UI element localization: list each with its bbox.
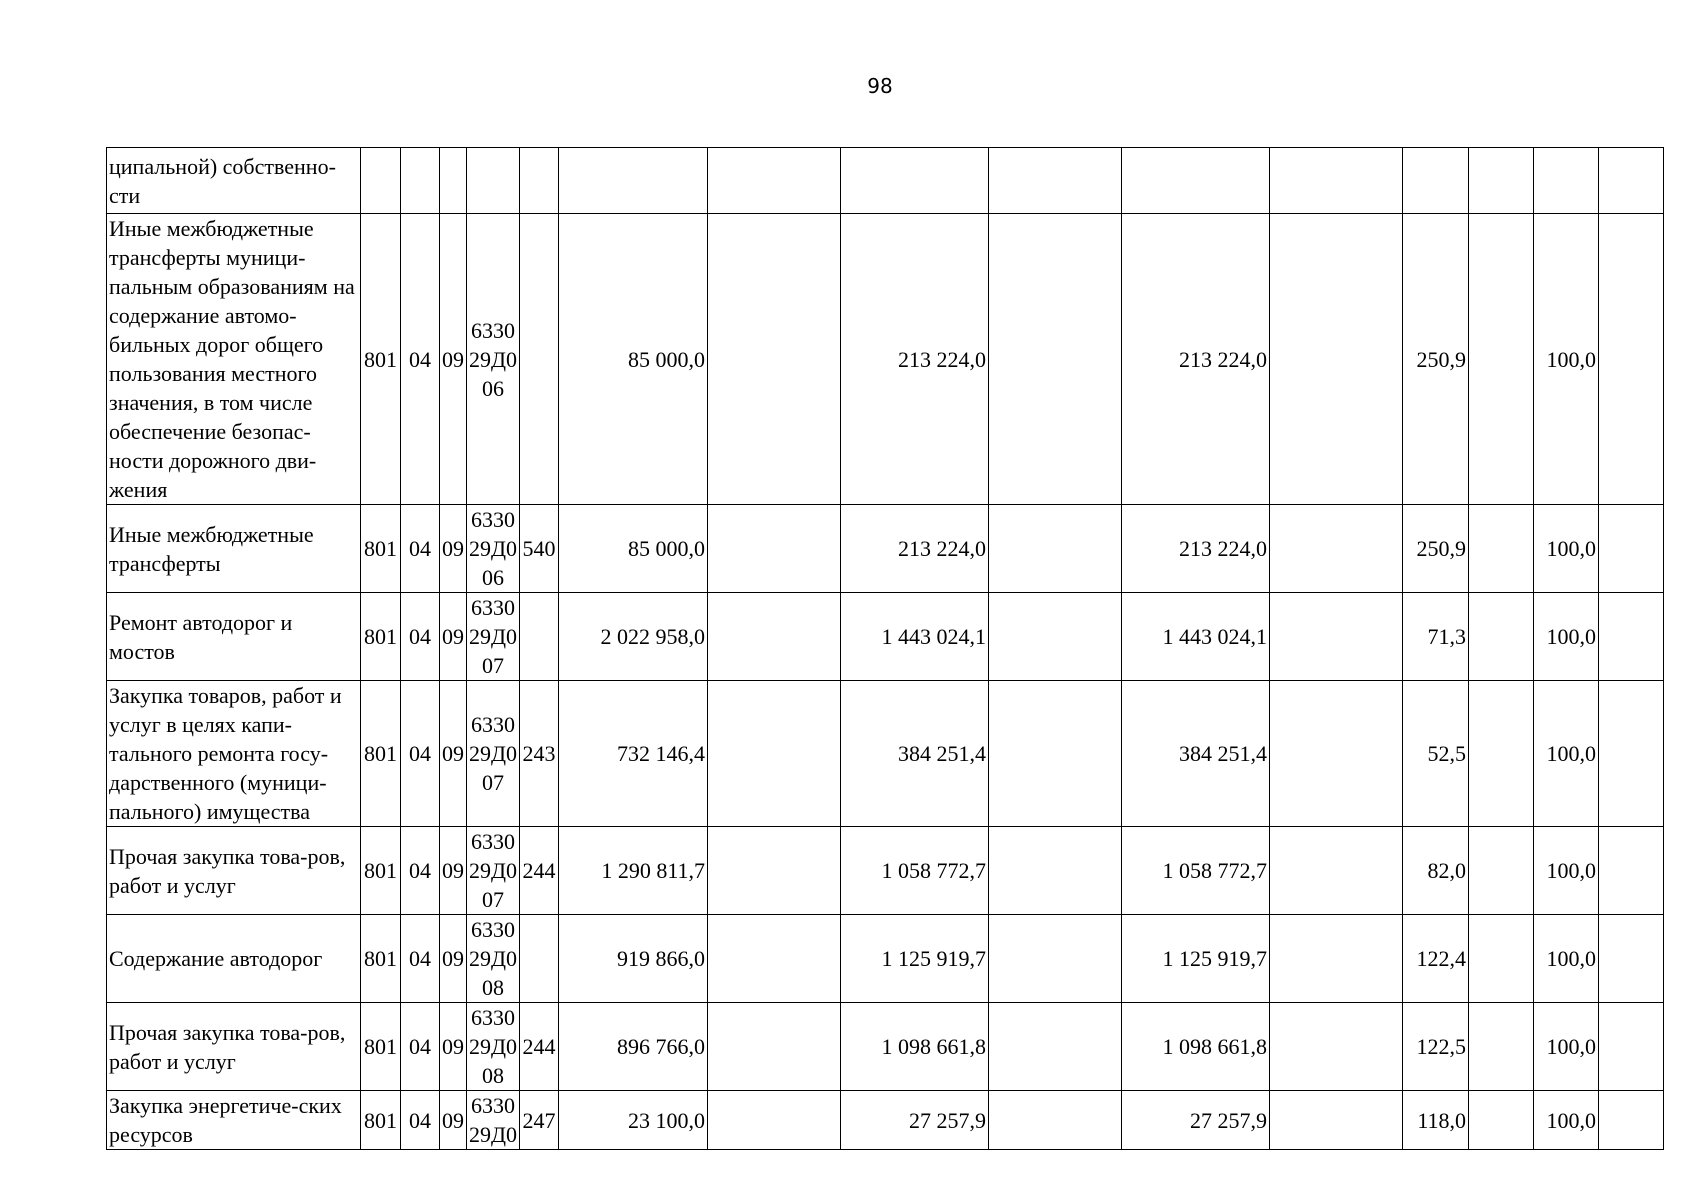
plan-amount: 85 000,0 [559, 214, 708, 505]
plan-amount: 85 000,0 [559, 505, 708, 593]
row-name: Закупка товаров, работ и услуг в целях капи-тального ремонта госу-дарственного (муници-пального) имущества [107, 681, 361, 827]
percent-2 [1534, 148, 1599, 214]
target-article-code: 6330 29Д0 08 [467, 915, 520, 1003]
amount-2: 1 443 024,1 [841, 593, 989, 681]
empty-cell [1599, 915, 1664, 1003]
empty-cell [1599, 593, 1664, 681]
expense-type-code [520, 593, 559, 681]
empty-cell [708, 214, 841, 505]
section-code: 04 [401, 827, 440, 915]
ved-code: 801 [361, 915, 401, 1003]
percent-1: 52,5 [1403, 681, 1469, 827]
empty-cell [1599, 681, 1664, 827]
plan-amount: 896 766,0 [559, 1003, 708, 1091]
ved-code: 801 [361, 214, 401, 505]
row-name: Прочая закупка това-ров, работ и услуг [107, 827, 361, 915]
empty-cell [1599, 214, 1664, 505]
table-row [107, 1003, 1664, 1091]
empty-cell [1599, 827, 1664, 915]
ved-code: 801 [361, 593, 401, 681]
page-number: 98 [867, 74, 893, 98]
empty-cell [1599, 1091, 1664, 1150]
empty-cell [708, 827, 841, 915]
empty-cell [989, 214, 1122, 505]
amount-2: 1 125 919,7 [841, 915, 989, 1003]
percent-1: 122,4 [1403, 915, 1469, 1003]
empty-cell [1270, 148, 1403, 214]
section-code: 04 [401, 214, 440, 505]
subsection-code: 09 [440, 1003, 467, 1091]
empty-cell [1270, 1003, 1403, 1091]
expense-type-code: 244 [520, 1003, 559, 1091]
row-name: Закупка энергетиче-ских ресурсов [107, 1091, 361, 1150]
target-article-code [467, 148, 520, 214]
percent-1: 122,5 [1403, 1003, 1469, 1091]
percent-1: 82,0 [1403, 827, 1469, 915]
subsection-code: 09 [440, 681, 467, 827]
expense-type-code [520, 214, 559, 505]
subsection-code: 09 [440, 593, 467, 681]
empty-cell [708, 148, 841, 214]
percent-1: 71,3 [1403, 593, 1469, 681]
empty-cell [989, 827, 1122, 915]
table-row [107, 827, 1664, 915]
empty-cell [1599, 1003, 1664, 1091]
empty-cell [1469, 681, 1534, 827]
empty-cell [1270, 593, 1403, 681]
empty-cell [989, 593, 1122, 681]
section-code: 04 [401, 593, 440, 681]
amount-3: 27 257,9 [1122, 1091, 1270, 1150]
row-name: Иные межбюджетные трансферты [107, 505, 361, 593]
empty-cell [989, 1003, 1122, 1091]
empty-cell [708, 1091, 841, 1150]
amount-2: 213 224,0 [841, 505, 989, 593]
empty-cell [1270, 505, 1403, 593]
expense-type-code: 540 [520, 505, 559, 593]
amount-3: 213 224,0 [1122, 214, 1270, 505]
subsection-code [440, 148, 467, 214]
percent-1: 250,9 [1403, 505, 1469, 593]
row-name: Иные межбюджетные трансферты муници-пальным образованиям на содержание автомо-бильных дорог общего пользования местного значения, в том числе обеспечение безопас-ности дорожного дви-жения [107, 214, 361, 505]
table-row [107, 214, 1664, 505]
plan-amount: 23 100,0 [559, 1091, 708, 1150]
amount-2: 1 098 661,8 [841, 1003, 989, 1091]
amount-2: 213 224,0 [841, 214, 989, 505]
ved-code: 801 [361, 1091, 401, 1150]
percent-2: 100,0 [1534, 681, 1599, 827]
empty-cell [708, 915, 841, 1003]
empty-cell [1599, 148, 1664, 214]
expense-type-code: 247 [520, 1091, 559, 1150]
empty-cell [1469, 214, 1534, 505]
amount-2: 1 058 772,7 [841, 827, 989, 915]
budget-table [106, 147, 1664, 1150]
empty-cell [1270, 915, 1403, 1003]
amount-2: 384 251,4 [841, 681, 989, 827]
section-code: 04 [401, 1091, 440, 1150]
ved-code [361, 148, 401, 214]
row-name: Содержание автодорог [107, 915, 361, 1003]
section-code: 04 [401, 505, 440, 593]
table-row [107, 505, 1664, 593]
target-article-code: 6330 29Д0 07 [467, 681, 520, 827]
subsection-code: 09 [440, 214, 467, 505]
row-name: Прочая закупка това-ров, работ и услуг [107, 1003, 361, 1091]
plan-amount: 919 866,0 [559, 915, 708, 1003]
empty-cell [1469, 1091, 1534, 1150]
empty-cell [1270, 214, 1403, 505]
ved-code: 801 [361, 681, 401, 827]
amount-3: 213 224,0 [1122, 505, 1270, 593]
percent-2: 100,0 [1534, 593, 1599, 681]
section-code: 04 [401, 1003, 440, 1091]
table-row [107, 593, 1664, 681]
empty-cell [1469, 505, 1534, 593]
table-row [107, 1091, 1664, 1150]
table-row [107, 915, 1664, 1003]
target-article-code: 6330 29Д0 07 [467, 593, 520, 681]
amount-3: 1 443 024,1 [1122, 593, 1270, 681]
amount-3: 1 098 661,8 [1122, 1003, 1270, 1091]
plan-amount: 732 146,4 [559, 681, 708, 827]
amount-3: 1 125 919,7 [1122, 915, 1270, 1003]
subsection-code: 09 [440, 827, 467, 915]
target-article-code: 6330 29Д0 [467, 1091, 520, 1150]
empty-cell [708, 681, 841, 827]
empty-cell [1270, 827, 1403, 915]
plan-amount [559, 148, 708, 214]
percent-2: 100,0 [1534, 915, 1599, 1003]
expense-type-code: 243 [520, 681, 559, 827]
percent-2: 100,0 [1534, 1091, 1599, 1150]
section-code: 04 [401, 681, 440, 827]
percent-1 [1403, 148, 1469, 214]
section-code: 04 [401, 915, 440, 1003]
ved-code: 801 [361, 827, 401, 915]
empty-cell [708, 593, 841, 681]
empty-cell [1270, 1091, 1403, 1150]
plan-amount: 1 290 811,7 [559, 827, 708, 915]
amount-3: 384 251,4 [1122, 681, 1270, 827]
target-article-code: 6330 29Д0 06 [467, 505, 520, 593]
percent-2: 100,0 [1534, 827, 1599, 915]
empty-cell [1270, 681, 1403, 827]
table-row [107, 148, 1664, 214]
row-name: ципальной) собственно-сти [107, 148, 361, 214]
empty-cell [1469, 1003, 1534, 1091]
amount-2 [841, 148, 989, 214]
amount-3: 1 058 772,7 [1122, 827, 1270, 915]
target-article-code: 6330 29Д0 06 [467, 214, 520, 505]
expense-type-code [520, 915, 559, 1003]
plan-amount: 2 022 958,0 [559, 593, 708, 681]
empty-cell [1599, 505, 1664, 593]
percent-2: 100,0 [1534, 214, 1599, 505]
empty-cell [989, 915, 1122, 1003]
subsection-code: 09 [440, 505, 467, 593]
percent-2: 100,0 [1534, 505, 1599, 593]
section-code [401, 148, 440, 214]
empty-cell [989, 1091, 1122, 1150]
percent-2: 100,0 [1534, 1003, 1599, 1091]
ved-code: 801 [361, 505, 401, 593]
empty-cell [1469, 827, 1534, 915]
amount-3 [1122, 148, 1270, 214]
empty-cell [1469, 593, 1534, 681]
subsection-code: 09 [440, 915, 467, 1003]
ved-code: 801 [361, 1003, 401, 1091]
empty-cell [708, 1003, 841, 1091]
empty-cell [989, 148, 1122, 214]
percent-1: 118,0 [1403, 1091, 1469, 1150]
target-article-code: 6330 29Д0 07 [467, 827, 520, 915]
percent-1: 250,9 [1403, 214, 1469, 505]
row-name: Ремонт автодорог и мостов [107, 593, 361, 681]
empty-cell [708, 505, 841, 593]
expense-type-code [520, 148, 559, 214]
expense-type-code: 244 [520, 827, 559, 915]
empty-cell [1469, 148, 1534, 214]
table-row [107, 681, 1664, 827]
empty-cell [989, 505, 1122, 593]
target-article-code: 6330 29Д0 08 [467, 1003, 520, 1091]
empty-cell [1469, 915, 1534, 1003]
subsection-code: 09 [440, 1091, 467, 1150]
empty-cell [989, 681, 1122, 827]
amount-2: 27 257,9 [841, 1091, 989, 1150]
